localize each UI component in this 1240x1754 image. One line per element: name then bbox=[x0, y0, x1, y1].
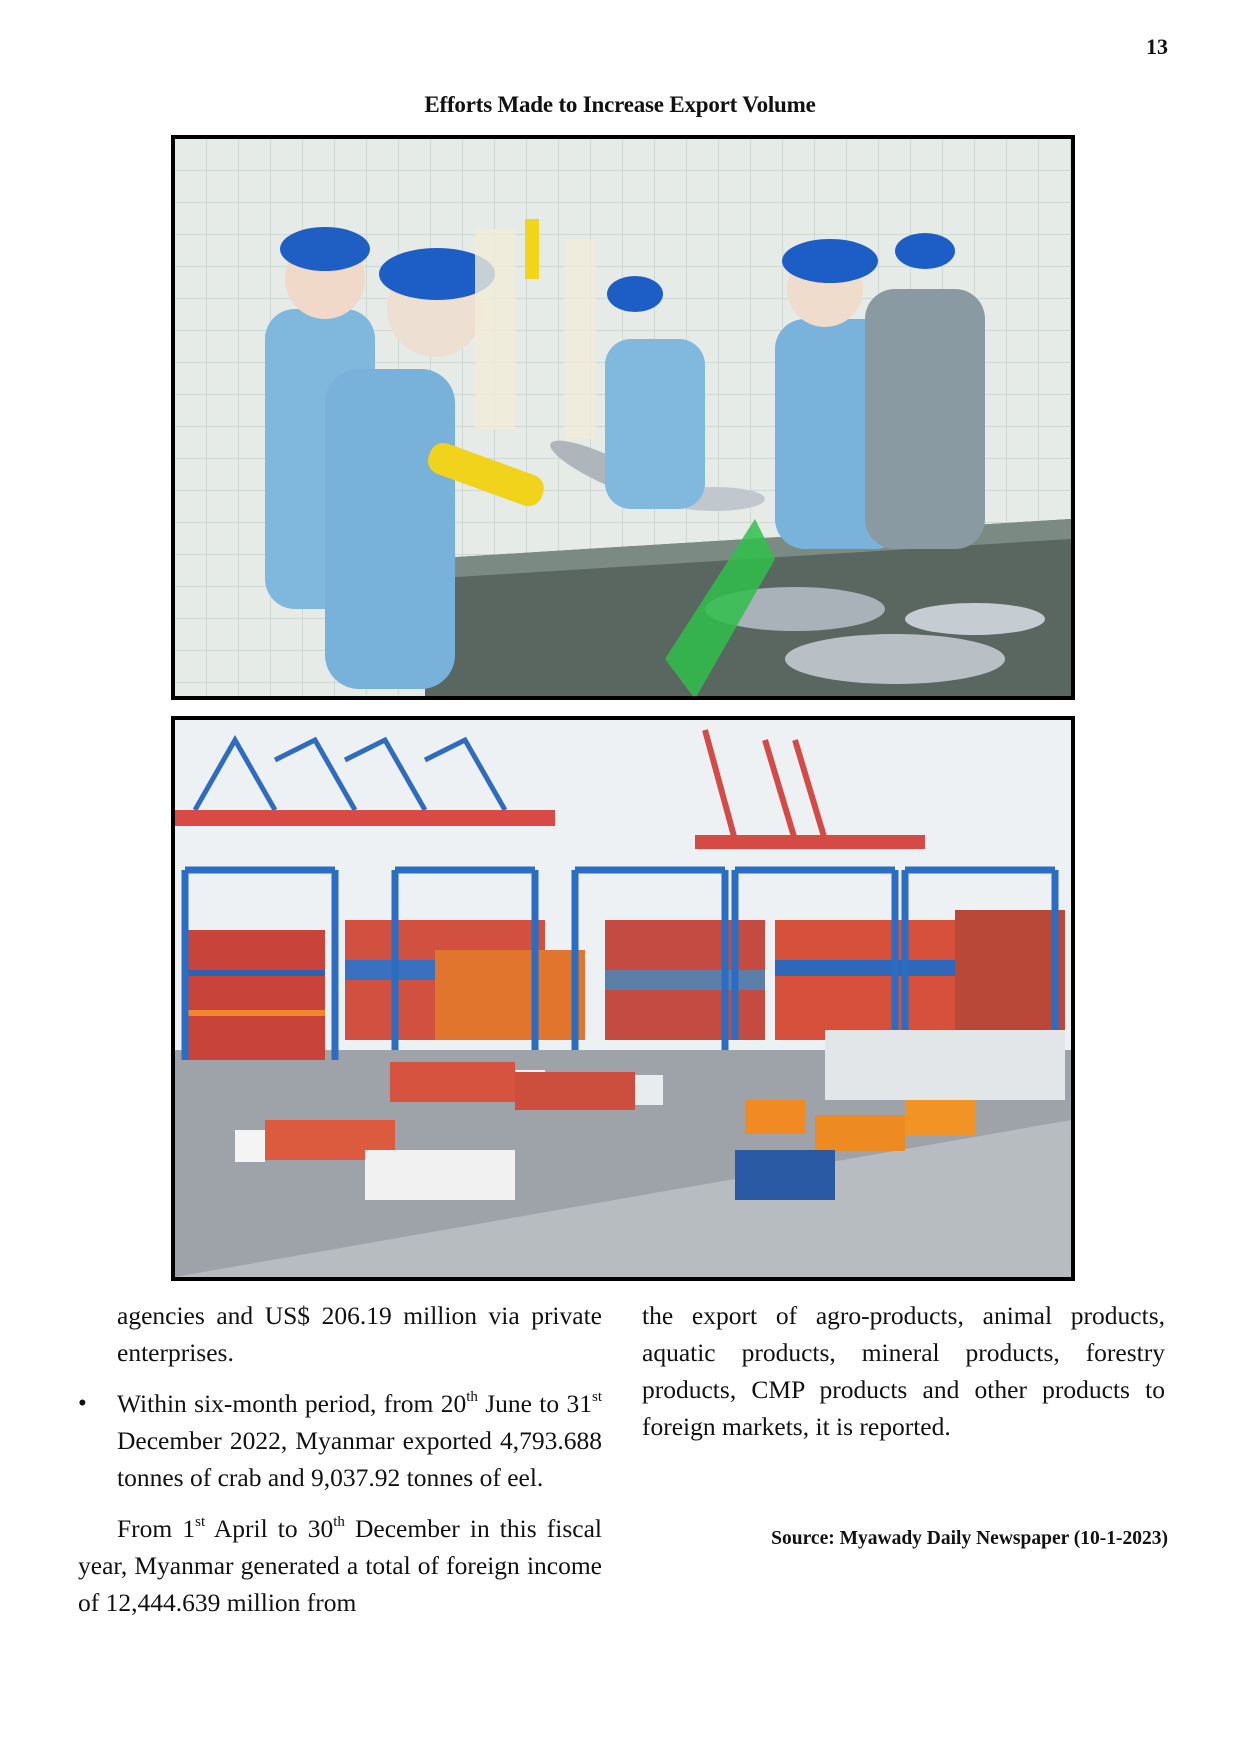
body-paragraph: From 1st April to 30th December in this fiscal year, Myanmar generated a total of foreign income of 12,444.639 million from bbox=[78, 1514, 602, 1617]
left-column bbox=[78, 1297, 602, 1621]
right-column bbox=[642, 1297, 1165, 1445]
fish-processing-photo bbox=[171, 135, 1075, 700]
container-port-photo bbox=[171, 716, 1075, 1281]
continuation-paragraph: agencies and US$ 206.19 million via private enterprises. bbox=[117, 1301, 602, 1367]
source-citation: Source: Myawady Daily Newspaper (10-1-2023) bbox=[771, 1528, 1168, 1549]
right-paragraph: the export of agro-products, animal products, aquatic products, mineral products, forestry products, CMP products and other products to foreign markets, it is reported. bbox=[642, 1301, 1165, 1441]
bullet-paragraph: • Within six-month period, from 20th June to 31st December 2022, Myanmar exported 4,793.688 tonnes of crab and 9,037.92 tonnes of eel. bbox=[78, 1385, 602, 1496]
page-number: 13 bbox=[1146, 34, 1168, 59]
bullet-icon: • bbox=[78, 1390, 87, 1417]
page-title: Efforts Made to Increase Export Volume bbox=[424, 92, 816, 117]
